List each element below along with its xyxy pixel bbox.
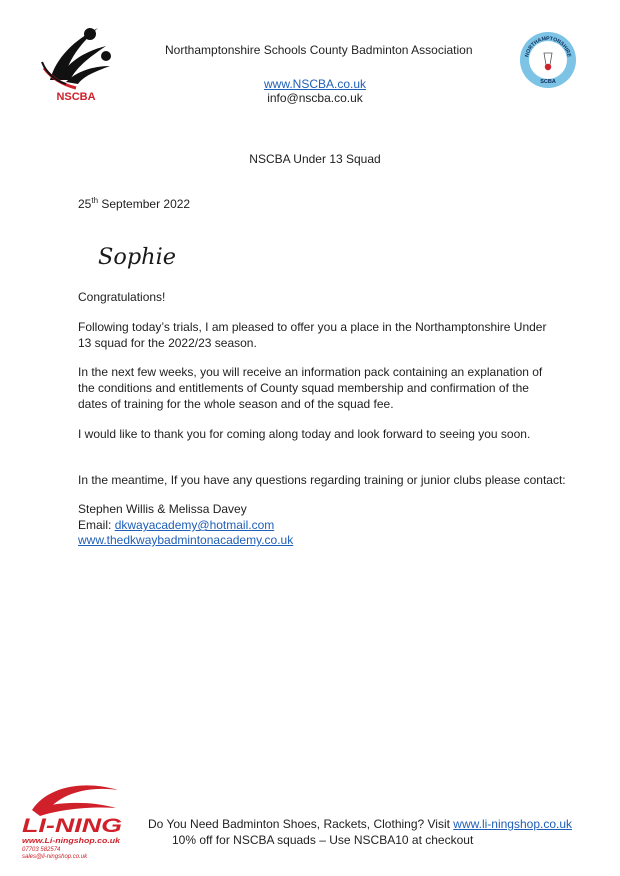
paragraph-contact: In the meantime, If you have any questions regarding training or junior clubs please contact: (78, 473, 566, 487)
date-day: 25 (78, 197, 92, 211)
paragraph-offer: Following today’s trials, I am pleased to offer you a place in the Northamptonshire Under 13 squad for the 2022/23 season. (78, 320, 547, 350)
email-label: Email: (78, 518, 115, 532)
squad-title: NSCBA Under 13 Squad (249, 152, 381, 166)
li-ning-sales-email: sales@li-ningshop.co.uk (22, 854, 88, 860)
contact-email-link[interactable]: dkwayacademy@hotmail.com (114, 518, 275, 532)
org-email: info@nscba.co.uk (267, 91, 363, 105)
li-ning-logo (18, 780, 130, 860)
handwritten-name (96, 238, 186, 274)
footer-advert-line2: 10% off for NSCBA squads – Use NSCBA10 at checkout (172, 833, 474, 847)
badge-bottom-text: SCBA (540, 79, 556, 85)
footer-advert-line1 (148, 816, 572, 832)
badge-top-text: NORTHAMPTONSHIRE (524, 35, 572, 58)
date-rest: September 2022 (98, 197, 191, 211)
contact-website-link[interactable]: www.thedkwaybadmintonacademy.co.uk (78, 533, 294, 547)
org-website-link[interactable]: www.NSCBA.co.uk (263, 77, 367, 91)
li-ning-brand: LI-NING (22, 816, 123, 837)
nscba-logo-text: NSCBA (56, 91, 96, 103)
handwritten-name-text: Sophie (98, 245, 176, 270)
contact-names: Stephen Willis & Melissa Davey (78, 502, 247, 516)
date-suffix: th (91, 196, 99, 205)
contact-email-line (78, 517, 274, 533)
footer-advert-text: Do You Need Badminton Shoes, Rackets, Clothing? Visit (148, 817, 454, 831)
greeting: Congratulations! (78, 290, 166, 304)
paragraph-thanks: I would like to thank you for coming along today and look forward to seeing you soon. (78, 427, 531, 441)
letter-date (78, 196, 190, 212)
li-ning-shop-url: www.Li-ningshop.co.uk (22, 836, 121, 845)
paragraph-info-pack: In the next few weeks, you will receive an information pack containing an explanation of the conditions and entitlements of County squad membership and confirmation of the dates of training for the whole season and of the squad fee. (78, 365, 543, 411)
footer-shop-link[interactable]: www.li-ningshop.co.uk (453, 817, 573, 831)
nscba-logo (36, 18, 116, 104)
scba-badge (519, 31, 577, 89)
li-ning-phone: 07703 582574 (22, 847, 61, 853)
org-name: Northamptonshire Schools County Badminton Association (165, 43, 473, 57)
